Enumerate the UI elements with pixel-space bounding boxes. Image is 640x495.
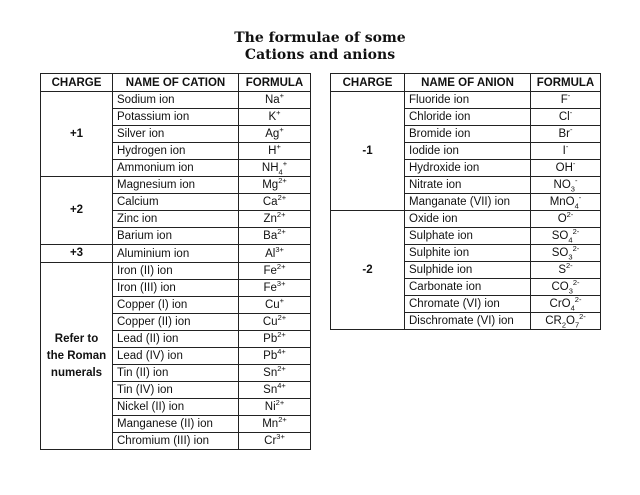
anion-name-cell: Sulphate ion xyxy=(405,228,531,245)
formula-charge: - xyxy=(565,142,569,152)
formula-symbol: Cl xyxy=(558,111,570,123)
formula-symbol: OH xyxy=(555,162,573,174)
cation-formula-cell xyxy=(239,194,311,211)
cation-name-cell: Hydrogen ion xyxy=(113,143,239,160)
cation-formula-cell xyxy=(239,92,311,109)
cation-name-cell: Ammonium ion xyxy=(113,160,239,177)
anion-name-cell: Oxide ion xyxy=(405,211,531,228)
cation-formula-cell xyxy=(239,211,311,228)
anion-name-cell: Sulphite ion xyxy=(405,245,531,262)
page-title: The formulae of some xyxy=(234,30,406,46)
anion-formula-cell xyxy=(531,92,601,109)
formula-symbol: Sn xyxy=(263,367,278,379)
anion-name-cell: Chloride ion xyxy=(405,109,531,126)
formula-charge: + xyxy=(279,296,285,306)
formula-charge: 3+ xyxy=(275,244,284,254)
cation-formula-cell xyxy=(239,143,311,160)
formula-symbol: S xyxy=(558,264,566,276)
anion-name-cell: Bromide ion xyxy=(405,126,531,143)
anion-formula-cell xyxy=(531,160,601,177)
formula-symbol: MnO xyxy=(549,196,575,208)
anion-charge-cell: -2 xyxy=(331,211,405,330)
formula-symbol: Pb xyxy=(263,350,278,362)
cation-formula-cell xyxy=(239,160,311,177)
cation-charge-header: CHARGE xyxy=(41,74,113,92)
anion-formula-cell xyxy=(531,245,601,262)
formula-charge: 3+ xyxy=(276,279,286,289)
cation-name-header: NAME OF CATION xyxy=(113,74,239,92)
cation-formula-header: FORMULA xyxy=(239,74,311,92)
formula-symbol: Mn xyxy=(262,418,279,430)
cation-name-cell: Calcium xyxy=(113,194,239,211)
formula-charge: 4+ xyxy=(277,347,286,357)
anion-formula-cell xyxy=(531,313,601,330)
formula-charge: 2+ xyxy=(277,330,286,340)
formula-charge: 2+ xyxy=(278,176,287,186)
formula-symbol: Sn xyxy=(263,384,278,396)
anion-row xyxy=(331,211,601,228)
cation-name-cell: Aluminium ion xyxy=(113,245,239,263)
cation-name-cell: Chromium (III) ion xyxy=(113,433,239,450)
formula-symbol: Br xyxy=(558,128,570,140)
formula-subscript: 4 xyxy=(278,167,283,177)
anion-name-header: NAME OF ANION xyxy=(405,74,531,92)
cation-formula-cell xyxy=(239,348,311,365)
cation-row xyxy=(41,245,311,263)
formula-charge: 3+ xyxy=(276,432,285,442)
formula-charge: + xyxy=(282,159,288,169)
formula-charge: + xyxy=(276,142,281,152)
formula-symbol: F xyxy=(560,94,568,106)
formula-symbol: NH xyxy=(261,162,279,174)
cation-name-cell: Iron (III) ion xyxy=(113,280,239,297)
cation-charge-cell: +1 xyxy=(41,92,113,177)
formula-symbol: NO xyxy=(553,179,571,191)
formula-symbol: Zn xyxy=(263,213,277,225)
formula-charge: 2- xyxy=(572,278,580,288)
formula-charge: 2- xyxy=(566,261,573,271)
cation-formula-cell xyxy=(239,365,311,382)
formula-symbol: CrO xyxy=(549,298,571,310)
anion-name-cell: Manganate (VII) ion xyxy=(405,194,531,211)
cation-name-cell: Nickel (II) ion xyxy=(113,399,239,416)
anion-name-cell: Iodide ion xyxy=(405,143,531,160)
anion-formula-cell xyxy=(531,296,601,313)
formula-charge: 2- xyxy=(574,295,582,305)
cation-formula-cell xyxy=(239,331,311,348)
cation-name-cell: Magnesium ion xyxy=(113,177,239,194)
formula-charge: + xyxy=(279,125,284,135)
formula-symbol: O xyxy=(557,213,567,225)
cation-name-cell: Copper (II) ion xyxy=(113,314,239,331)
formula-subscript: 3 xyxy=(568,286,573,296)
formula-charge: - xyxy=(572,159,576,169)
formula-symbol: Cr xyxy=(264,435,277,447)
anion-formula-cell xyxy=(531,177,601,194)
cation-formula-cell xyxy=(239,399,311,416)
cation-name-cell: Lead (II) ion xyxy=(113,331,239,348)
formula-subscript: 4 xyxy=(568,235,573,245)
formula-charge: 2- xyxy=(572,244,580,254)
formula-symbol: Fe xyxy=(263,282,277,294)
cation-name-cell: Iron (II) ion xyxy=(113,263,239,280)
formula-charge: 2- xyxy=(579,312,586,322)
formula-symbol: H xyxy=(268,145,277,157)
cation-table xyxy=(40,73,311,450)
cation-charge-cell xyxy=(41,263,113,450)
formula-charge: 2+ xyxy=(276,262,286,272)
anion-formula-header: FORMULA xyxy=(531,74,601,92)
anion-formula-cell xyxy=(531,109,601,126)
formula-symbol: Na xyxy=(264,94,280,106)
formula-charge: 2+ xyxy=(277,313,287,323)
formula-charge: 2+ xyxy=(277,364,286,374)
formula-symbol: Cu xyxy=(264,299,280,311)
cation-name-cell: Tin (II) ion xyxy=(113,365,239,382)
formula-charge: - xyxy=(574,176,578,186)
cation-formula-cell xyxy=(239,314,311,331)
cation-charge-cell: +2 xyxy=(41,177,113,245)
cation-name-cell: Sodium ion xyxy=(113,92,239,109)
anion-formula-cell xyxy=(531,211,601,228)
cation-formula-cell xyxy=(239,126,311,143)
formula-charge: 2+ xyxy=(277,193,287,203)
formula-symbol: K xyxy=(268,111,277,123)
formula-symbol: Pb xyxy=(263,333,278,345)
cation-charge-line: Refer to xyxy=(54,332,99,345)
formula-charge: - xyxy=(578,193,582,203)
formula-charge: 2- xyxy=(566,210,574,220)
anion-name-cell: Sulphide ion xyxy=(405,262,531,279)
cation-name-cell: Manganese (II) ion xyxy=(113,416,239,433)
cation-charge-line: the Roman xyxy=(46,349,107,362)
formula-symbol: O xyxy=(566,315,575,327)
formula-symbol: Al xyxy=(265,247,276,260)
cation-formula-cell xyxy=(239,297,311,314)
formula-subscript: 4 xyxy=(570,303,575,313)
formula-symbol: I xyxy=(562,145,566,157)
anion-row xyxy=(331,92,601,109)
formula-symbol: SO xyxy=(551,230,569,242)
formula-charge: 2+ xyxy=(275,398,285,408)
cation-formula-cell xyxy=(239,228,311,245)
cation-name-cell: Tin (IV) ion xyxy=(113,382,239,399)
formula-charge: - xyxy=(567,91,571,101)
anion-formula-cell xyxy=(531,126,601,143)
anion-name-cell: Chromate (VI) ion xyxy=(405,296,531,313)
cation-name-cell: Zinc ion xyxy=(113,211,239,228)
anion-table xyxy=(330,73,601,330)
anion-name-cell: Dischromate (VI) ion xyxy=(405,313,531,330)
formula-symbol: Fe xyxy=(263,265,277,277)
formula-charge: - xyxy=(570,125,573,135)
formula-symbol: Ba xyxy=(263,230,278,242)
formula-symbol: SO xyxy=(551,247,569,259)
anion-header-row xyxy=(331,74,601,92)
cation-formula-cell xyxy=(239,416,311,433)
formula-subscript: 2 xyxy=(561,320,566,330)
anion-formula-cell xyxy=(531,228,601,245)
cation-row xyxy=(41,92,311,109)
anion-formula-cell xyxy=(531,279,601,296)
formula-subscript: 3 xyxy=(568,252,573,262)
cation-header-row xyxy=(41,74,311,92)
formula-subscript: 4 xyxy=(574,201,579,211)
cation-formula-cell xyxy=(239,433,311,450)
formula-charge: 2+ xyxy=(277,227,286,237)
formula-charge: - xyxy=(569,108,573,118)
formula-symbol: Mg xyxy=(262,179,279,191)
formula-symbol: CR xyxy=(545,315,562,327)
cation-formula-cell xyxy=(239,245,311,263)
cation-name-cell: Barium ion xyxy=(113,228,239,245)
formula-symbol: Ag xyxy=(265,128,280,140)
formula-symbol: CO xyxy=(551,281,569,293)
formula-symbol: Cu xyxy=(262,316,278,328)
cation-name-cell: Copper (I) ion xyxy=(113,297,239,314)
formula-charge: 2+ xyxy=(278,415,287,425)
anion-charge-header: CHARGE xyxy=(331,74,405,92)
formula-charge: + xyxy=(276,108,281,118)
formula-charge: 4+ xyxy=(277,381,286,391)
cation-row xyxy=(41,177,311,194)
formula-subscript: 3 xyxy=(570,184,575,194)
formula-charge: 2+ xyxy=(276,210,286,220)
formula-symbol: Ni xyxy=(264,401,276,413)
anion-name-cell: Hydroxide ion xyxy=(405,160,531,177)
cation-formula-cell xyxy=(239,263,311,280)
cation-charge-line: numerals xyxy=(50,366,103,379)
cation-name-cell: Lead (IV) ion xyxy=(113,348,239,365)
anion-name-cell: Fluoride ion xyxy=(405,92,531,109)
cation-row xyxy=(41,263,311,280)
formula-charge: + xyxy=(279,91,285,101)
page-subtitle: Cations and anions xyxy=(244,47,396,63)
anion-name-cell: Carbonate ion xyxy=(405,279,531,296)
formula-charge: 2- xyxy=(572,227,580,237)
cation-formula-cell xyxy=(239,177,311,194)
anion-formula-cell xyxy=(531,143,601,160)
anion-formula-cell xyxy=(531,262,601,279)
anion-charge-cell: -1 xyxy=(331,92,405,211)
formula-subscript: 7 xyxy=(574,320,580,330)
anion-name-cell: Nitrate ion xyxy=(405,177,531,194)
cation-name-cell: Potassium ion xyxy=(113,109,239,126)
cation-name-cell: Silver ion xyxy=(113,126,239,143)
formula-symbol: Ca xyxy=(262,196,278,208)
cation-charge-cell: +3 xyxy=(41,245,113,263)
cation-formula-cell xyxy=(239,382,311,399)
anion-formula-cell xyxy=(531,194,601,211)
cation-formula-cell xyxy=(239,280,311,297)
cation-formula-cell xyxy=(239,109,311,126)
